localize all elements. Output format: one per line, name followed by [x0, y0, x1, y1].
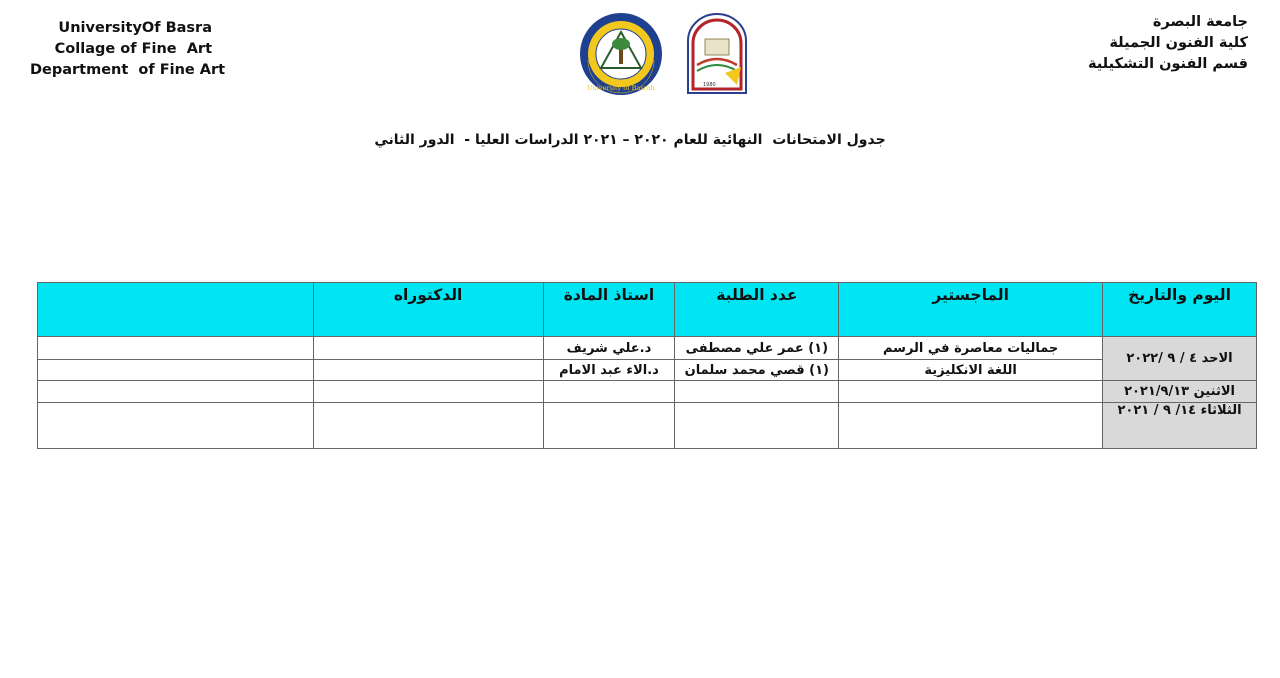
- doctorate-cell: [313, 360, 543, 381]
- doctorate-cell: [313, 403, 543, 449]
- college-seal-logo: [685, 13, 749, 95]
- date-cell: الثلاثاء ١٤/ ٩ / ٢٠٢١: [1103, 403, 1257, 449]
- doctorate-cell: [313, 337, 543, 360]
- students-cell: (١) عمر علي مصطفى: [675, 337, 839, 360]
- university-name-en: UniversityOf Basra: [58, 20, 212, 36]
- college-name-ar: كلية الفنون الجميلة: [1109, 35, 1248, 51]
- masters-cell: [839, 403, 1103, 449]
- department-name-en: Department of Fine Art: [30, 62, 226, 78]
- extra-cell: [38, 403, 314, 449]
- university-name-ar: جامعة البصرة: [1152, 14, 1248, 30]
- instructor-cell: [543, 381, 675, 403]
- instructor-cell: د.الاء عبد الامام: [543, 360, 675, 381]
- instructor-cell: د.علي شريف: [543, 337, 675, 360]
- extra-cell: [38, 360, 314, 381]
- table-row: [38, 337, 1257, 360]
- students-cell: [675, 381, 839, 403]
- header-masters: الماجستير: [839, 283, 1103, 337]
- extra-cell: [38, 381, 314, 403]
- exam-schedule-table: [37, 282, 1257, 449]
- college-name-en: Collage of Fine Art: [54, 41, 212, 57]
- date-cell: الاحد ٤ / ٩ /٢٠٢٢: [1103, 337, 1257, 381]
- header-instructor: استاذ المادة: [543, 283, 675, 337]
- table-header-row: [38, 283, 1257, 337]
- university-seal-logo: [578, 12, 664, 96]
- department-name-ar: قسم الفنون التشكيلية: [1087, 56, 1248, 72]
- masters-cell: [839, 381, 1103, 403]
- date-cell: الاثنين ٢٠٢١/٩/١٣: [1103, 381, 1257, 403]
- table-row: [38, 381, 1257, 403]
- instructor-cell: [543, 403, 675, 449]
- english-header: [30, 18, 226, 81]
- table-row: [38, 403, 1257, 449]
- svg-text:University of Basrah: University of Basrah: [587, 84, 655, 92]
- arabic-header: [1048, 12, 1248, 75]
- students-cell: [675, 403, 839, 449]
- extra-cell: [38, 337, 314, 360]
- doctorate-cell: [313, 381, 543, 403]
- page-title: جدول الامتحانات النهائية للعام ٢٠٢٠ – ٢٠٢١ الدراسات العليا - الدور الثاني: [374, 132, 886, 148]
- masters-cell: اللغة الانكليزية: [839, 360, 1103, 381]
- header-doctorate: الدكتوراه: [313, 283, 543, 337]
- header-blank: [38, 283, 314, 337]
- header-students: عدد الطلبة: [675, 283, 839, 337]
- header-date: اليوم والتاريخ: [1103, 283, 1257, 337]
- students-cell: (١) قصي محمد سلمان: [675, 360, 839, 381]
- masters-cell: جماليات معاصرة في الرسم: [839, 337, 1103, 360]
- table-row: [38, 360, 1257, 381]
- svg-text:1980: 1980: [703, 82, 716, 88]
